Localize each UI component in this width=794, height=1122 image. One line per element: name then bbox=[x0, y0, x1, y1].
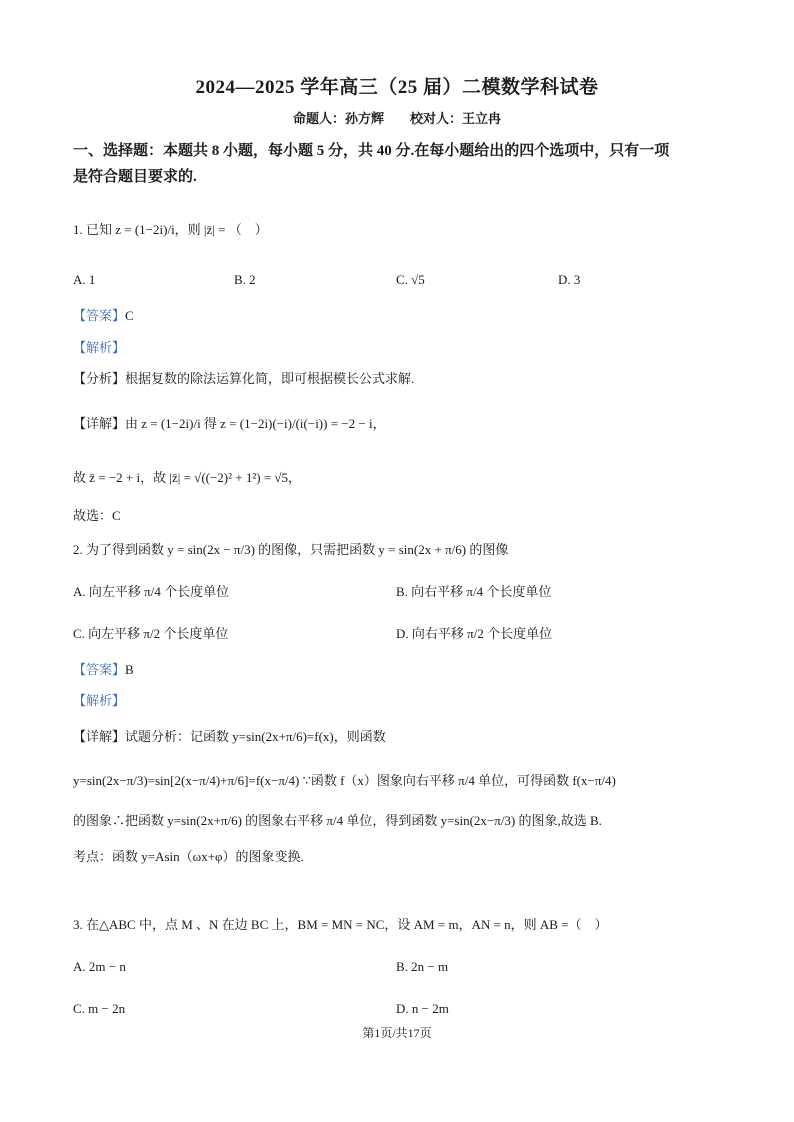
q2-kaodian: 考点：函数 y=Asin（ωx+φ）的图象变换. bbox=[73, 849, 304, 864]
q1-option-c: C. √5 bbox=[396, 272, 425, 287]
q1-analysis-label: 【解析】 bbox=[73, 340, 126, 355]
q1-conclusion: 故 z̄ = −2 + i，故 |z̄| = √((−2)² + 1²) = √5， bbox=[73, 470, 302, 485]
q2-answer-label: 【答案】 bbox=[73, 662, 126, 677]
q2-answer bbox=[73, 661, 134, 679]
q1-stem bbox=[73, 221, 268, 239]
q1-option-d: D. 3 bbox=[558, 272, 581, 287]
q2-option-b: B. 向右平移 π/4 个长度单位 bbox=[396, 584, 552, 599]
q1-choose: 故选：C bbox=[73, 508, 121, 523]
q1-option-a: A. 1 bbox=[73, 272, 96, 287]
q1-answer-label: 【答案】 bbox=[73, 308, 126, 323]
q1-fenxi: 【分析】根据复数的除法运算化简，即可根据模长公式求解. bbox=[73, 371, 415, 386]
q2-option-c: C. 向左平移 π/2 个长度单位 bbox=[73, 626, 229, 641]
q1-answer bbox=[73, 307, 134, 325]
q1-answer-value: C bbox=[125, 308, 134, 323]
page-title: 2024—2025 学年高三（25 届）二模数学科试卷 bbox=[195, 77, 599, 98]
q3-option-c: C. m − 2n bbox=[73, 1001, 126, 1016]
section-heading-line1: 一、选择题：本题共 8 小题，每小题 5 分，共 40 分.在每小题给出的四个选项中，只有一项 bbox=[73, 143, 670, 159]
q2-answer-value: B bbox=[125, 662, 134, 677]
q2-detail-1: 【详解】试题分析：记函数 y=sin(2x+π/6)=f(x)，则函数 bbox=[73, 729, 386, 744]
q3-option-a: A. 2m − n bbox=[73, 959, 126, 974]
q2-detail-2: y=sin(2x−π/3)=sin[2(x−π/4)+π/6]=f(x−π/4) ∵函数 f（x）图象向右平移 π/4 单位，可得函数 f(x−π/4) bbox=[73, 773, 616, 788]
authors-line bbox=[0, 108, 794, 127]
q1-option-b: B. 2 bbox=[234, 272, 256, 287]
q2-detail-3: 的图象∴把函数 y=sin(2x+π/6) 的图象右平移 π/4 单位，得到函数 y=sin(2x−π/3) 的图象,故选 B. bbox=[73, 813, 602, 828]
section-heading-line2: 是符合题目要求的. bbox=[73, 169, 197, 185]
q1-stem-text: 1. 已知 z = (1−2i)/i，则 |z̄| = （ ） bbox=[73, 222, 268, 237]
q3-option-b: B. 2n − m bbox=[396, 959, 449, 974]
q2-analysis-label: 【解析】 bbox=[73, 693, 126, 708]
q2-option-d: D. 向右平移 π/2 个长度单位 bbox=[396, 626, 553, 641]
q3-stem: 3. 在△ABC 中，点 M 、N 在边 BC 上，BM = MN = NC，设 AM = m，AN = n，则 AB =（ ） bbox=[73, 917, 608, 932]
authors-text: 命题人：孙方辉 校对人：王立冉 bbox=[292, 111, 501, 126]
q2-option-a: A. 向左平移 π/4 个长度单位 bbox=[73, 584, 230, 599]
q2-stem: 2. 为了得到函数 y = sin(2x − π/3) 的图像，只需把函数 y = sin(2x + π/6) 的图像 bbox=[73, 542, 509, 557]
q3-option-d: D. n − 2m bbox=[396, 1001, 449, 1016]
q1-detail: 【详解】由 z = (1−2i)/i 得 z = (1−2i)(−i)/(i(−i)) = −2 − i， bbox=[73, 416, 386, 431]
page-number: 第1页/共17页 bbox=[362, 1026, 432, 1040]
